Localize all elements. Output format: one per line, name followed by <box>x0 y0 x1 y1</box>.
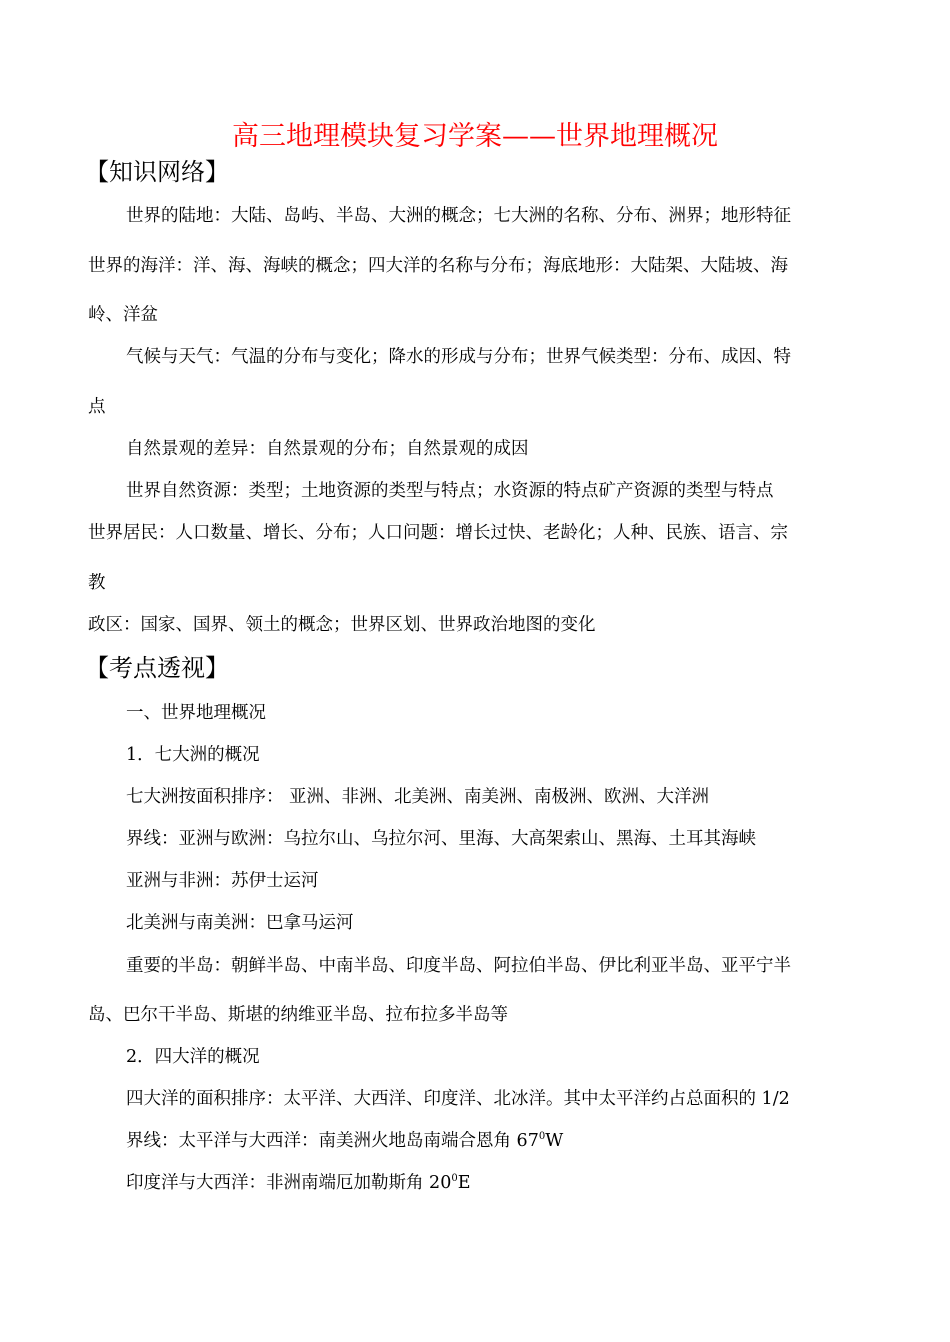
paragraph-line: 教 <box>88 573 106 593</box>
paragraph-line: 世界自然资源：类型；土地资源的类型与特点；水资源的特点矿产资源的类型与特点 <box>126 481 774 501</box>
direction-unit: E <box>457 1173 471 1193</box>
paragraph-line: 点 <box>88 397 106 417</box>
paragraph-line: 岛、巴尔干半岛、斯堪的纳维亚半岛、拉布拉多半岛等 <box>88 1005 508 1025</box>
paragraph-line-with-degree <box>126 1169 471 1194</box>
paragraph-line: 亚洲与非洲：苏伊士运河 <box>126 871 319 891</box>
paragraph-line: 界线：亚洲与欧洲：乌拉尔山、乌拉尔河、里海、大高架索山、黑海、土耳其海峡 <box>126 829 756 849</box>
paragraph-line: 世界的陆地：大陆、岛屿、半岛、大洲的概念；七大洲的名称、分布、洲界；地形特征 <box>126 206 791 226</box>
paragraph-line: 2．四大洋的概况 <box>126 1047 260 1067</box>
section-heading-knowledge-network: 【知识网络】 <box>85 158 229 186</box>
paragraph-line: 气候与天气：气温的分布与变化；降水的形成与分布；世界气候类型：分布、成因、特 <box>126 347 791 367</box>
line-text: 印度洋与大西洋：非洲南端厄加勒斯角 20 <box>126 1173 452 1193</box>
paragraph-line: 自然景观的差异：自然景观的分布；自然景观的成因 <box>126 439 529 459</box>
paragraph-line: 重要的半岛：朝鲜半岛、中南半岛、印度半岛、阿拉伯半岛、伊比利亚半岛、亚平宁半 <box>126 956 791 976</box>
paragraph-line: 四大洋的面积排序：太平洋、大西洋、印度洋、北冰洋。其中太平洋约占总面积的 1/2 <box>126 1089 790 1109</box>
degree-mark: 0 <box>538 1131 546 1143</box>
section-heading-exam-points: 【考点透视】 <box>85 654 229 682</box>
paragraph-line: 世界居民：人口数量、增长、分布；人口问题：增长过快、老龄化；人种、民族、语言、宗 <box>88 523 788 543</box>
degree-mark: 0 <box>451 1173 458 1185</box>
document-title: 高三地理模块复习学案——世界地理概况 <box>232 121 718 152</box>
paragraph-line: 北美洲与南美洲：巴拿马运河 <box>126 913 354 933</box>
paragraph-line: 1．七大洲的概况 <box>126 745 260 765</box>
paragraph-line: 七大洲按面积排序： 亚洲、非洲、北美洲、南美洲、南极洲、欧洲、大洋洲 <box>126 787 710 807</box>
line-text: 界线：太平洋与大西洋：南美洲火地岛南端合恩角 67 <box>126 1131 539 1151</box>
paragraph-line: 世界的海洋：洋、海、海峡的概念；四大洋的名称与分布；海底地形：大陆架、大陆坡、海 <box>88 256 788 276</box>
paragraph-line-with-degree <box>126 1127 563 1152</box>
paragraph-line: 政区：国家、国界、领土的概念；世界区划、世界政治地图的变化 <box>88 615 596 635</box>
paragraph-line: 一、世界地理概况 <box>126 703 266 723</box>
direction-unit: W <box>545 1131 564 1151</box>
paragraph-line: 岭、洋盆 <box>88 305 158 325</box>
